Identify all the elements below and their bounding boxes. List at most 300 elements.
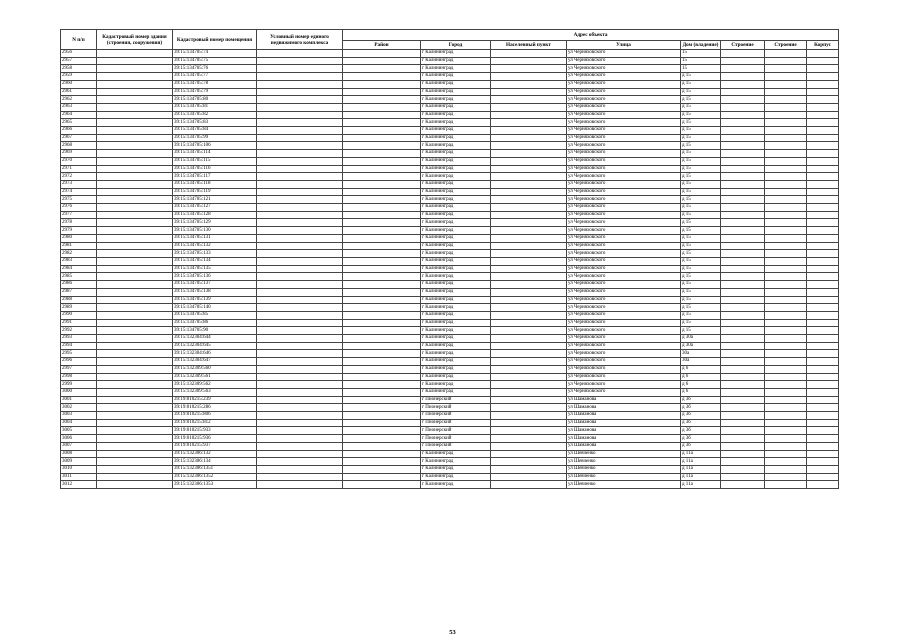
corpus-cell: [721, 65, 765, 73]
district-cell: [343, 273, 421, 281]
city-cell: г Калининград: [421, 481, 491, 489]
corpus-cell: [721, 180, 765, 188]
city-cell: г Калининград: [421, 381, 491, 389]
city-cell: г Калининград: [421, 157, 491, 165]
house-cell: д 15: [681, 257, 721, 265]
complex-number-cell: [257, 173, 343, 181]
building-cell: [765, 342, 807, 350]
street-cell: ул Шевченко: [567, 450, 681, 458]
building-cell: [765, 142, 807, 150]
building-cell: [765, 57, 807, 65]
house-cell: д 3б: [681, 419, 721, 427]
house-cell: д 3б: [681, 442, 721, 450]
house-cell: д 15: [681, 96, 721, 104]
table-row: [61, 288, 839, 296]
complex-number-cell: [257, 57, 343, 65]
complex-number-cell: [257, 396, 343, 404]
complex-number-cell: [257, 350, 343, 358]
building-cell: [765, 465, 807, 473]
row-number-cell: 2976: [61, 204, 97, 212]
house-cell: 30а: [681, 350, 721, 358]
corpus-cell: [721, 427, 765, 435]
room-cadastral-cell: 39:15:132309:561: [173, 373, 257, 381]
city-cell: г Калининград: [421, 388, 491, 396]
corpus-cell: [721, 465, 765, 473]
building-cadastral-cell: [97, 450, 173, 458]
apartment-cell: [807, 373, 839, 381]
corpus-cell: [721, 481, 765, 489]
room-cadastral-cell: 39:15:134705:132: [173, 242, 257, 250]
table-row: [61, 180, 839, 188]
table-row: [61, 350, 839, 358]
building-cadastral-cell: [97, 319, 173, 327]
building-cadastral-cell: [97, 219, 173, 227]
page-number: 53: [449, 629, 456, 636]
building-cell: [765, 96, 807, 104]
table-row: [61, 65, 839, 73]
building-cadastral-cell: [97, 396, 173, 404]
complex-number-cell: [257, 327, 343, 335]
building-cadastral-cell: [97, 419, 173, 427]
city-cell: г Калининград: [421, 234, 491, 242]
building-cadastral-cell: [97, 157, 173, 165]
district-cell: [343, 250, 421, 258]
district-cell: [343, 150, 421, 158]
apartment-cell: [807, 65, 839, 73]
complex-number-cell: [257, 150, 343, 158]
district-cell: [343, 119, 421, 127]
apartment-cell: [807, 219, 839, 227]
table-row: [61, 281, 839, 289]
building-cadastral-cell: [97, 150, 173, 158]
street-cell: ул Шаманова: [567, 427, 681, 435]
corpus-cell: [721, 419, 765, 427]
row-number-cell: 2966: [61, 127, 97, 135]
district-cell: [343, 73, 421, 81]
table-row: [61, 219, 839, 227]
building-cell: [765, 404, 807, 412]
complex-number-cell: [257, 473, 343, 481]
settlement-cell: [491, 188, 567, 196]
building-cadastral-cell: [97, 211, 173, 219]
corpus-cell: [721, 96, 765, 104]
district-cell: [343, 373, 421, 381]
apartment-cell: [807, 465, 839, 473]
header-city: Город: [421, 41, 491, 50]
building-cell: [765, 311, 807, 319]
house-cell: д 11а: [681, 465, 721, 473]
city-cell: г Калининград: [421, 304, 491, 312]
street-cell: ул Черняховского: [567, 88, 681, 96]
room-cadastral-cell: 39:15:132306:132: [173, 450, 257, 458]
settlement-cell: [491, 435, 567, 443]
building-cell: [765, 319, 807, 327]
house-cell: д 6: [681, 388, 721, 396]
complex-number-cell: [257, 465, 343, 473]
apartment-cell: [807, 196, 839, 204]
district-cell: [343, 365, 421, 373]
table-row: [61, 327, 839, 335]
table-row: [61, 142, 839, 150]
house-cell: д 3б: [681, 427, 721, 435]
district-cell: [343, 404, 421, 412]
district-cell: [343, 288, 421, 296]
table-row: [61, 150, 839, 158]
table-row: [61, 335, 839, 343]
building-cadastral-cell: [97, 103, 173, 111]
building-cadastral-cell: [97, 127, 173, 135]
settlement-cell: [491, 288, 567, 296]
building-cell: [765, 119, 807, 127]
corpus-cell: [721, 150, 765, 158]
building-cadastral-cell: [97, 381, 173, 389]
room-cadastral-cell: 39:15:134705:85: [173, 311, 257, 319]
district-cell: [343, 111, 421, 119]
settlement-cell: [491, 311, 567, 319]
building-cell: [765, 335, 807, 343]
city-cell: г Калининград: [421, 227, 491, 235]
street-cell: ул Шаманова: [567, 435, 681, 443]
house-cell: д 15: [681, 142, 721, 150]
table-row: [61, 427, 839, 435]
street-cell: ул Черняховского: [567, 311, 681, 319]
row-number-cell: 2982: [61, 250, 97, 258]
building-cell: [765, 188, 807, 196]
room-cadastral-cell: 39:15:134705:138: [173, 288, 257, 296]
row-number-cell: 2990: [61, 311, 97, 319]
building-cadastral-cell: [97, 242, 173, 250]
street-cell: ул Черняховского: [567, 227, 681, 235]
row-number-cell: 2967: [61, 134, 97, 142]
building-cadastral-cell: [97, 358, 173, 366]
corpus-cell: [721, 365, 765, 373]
building-cadastral-cell: [97, 335, 173, 343]
corpus-cell: [721, 381, 765, 389]
complex-number-cell: [257, 273, 343, 281]
room-cadastral-cell: 39:15:132306:1353: [173, 481, 257, 489]
header-apartment: Корпус: [807, 41, 839, 50]
street-cell: ул Шаманова: [567, 404, 681, 412]
house-cell: д 15: [681, 242, 721, 250]
room-cadastral-cell: 39:15:132309:560: [173, 365, 257, 373]
room-cadastral-cell: 39:15:134705:86: [173, 319, 257, 327]
header-house: Дом (владение): [681, 41, 721, 50]
complex-number-cell: [257, 481, 343, 489]
district-cell: [343, 381, 421, 389]
city-cell: г Калининград: [421, 458, 491, 466]
city-cell: г Калининград: [421, 127, 491, 135]
building-cell: [765, 435, 807, 443]
corpus-cell: [721, 358, 765, 366]
complex-number-cell: [257, 365, 343, 373]
building-cadastral-cell: [97, 388, 173, 396]
row-number-cell: 2984: [61, 265, 97, 273]
building-cadastral-cell: [97, 281, 173, 289]
street-cell: ул Черняховского: [567, 373, 681, 381]
row-number-cell: 2968: [61, 142, 97, 150]
complex-number-cell: [257, 142, 343, 150]
district-cell: [343, 358, 421, 366]
corpus-cell: [721, 296, 765, 304]
house-cell: д 15: [681, 134, 721, 142]
apartment-cell: [807, 435, 839, 443]
complex-number-cell: [257, 419, 343, 427]
city-cell: г Калининград: [421, 50, 491, 58]
city-cell: г Калининград: [421, 196, 491, 204]
complex-number-cell: [257, 335, 343, 343]
corpus-cell: [721, 257, 765, 265]
room-cadastral-cell: 39:15:132309:563: [173, 388, 257, 396]
street-cell: ул Черняховского: [567, 281, 681, 289]
city-cell: г Калининград: [421, 327, 491, 335]
apartment-cell: [807, 180, 839, 188]
street-cell: ул Черняховского: [567, 165, 681, 173]
corpus-cell: [721, 450, 765, 458]
apartment-cell: [807, 80, 839, 88]
district-cell: [343, 173, 421, 181]
building-cadastral-cell: [97, 165, 173, 173]
house-cell: 15: [681, 57, 721, 65]
building-cadastral-cell: [97, 142, 173, 150]
building-cadastral-cell: [97, 304, 173, 312]
street-cell: ул Шевченко: [567, 481, 681, 489]
building-cell: [765, 365, 807, 373]
settlement-cell: [491, 250, 567, 258]
building-cell: [765, 257, 807, 265]
table-row: [61, 50, 839, 58]
house-cell: д 15: [681, 127, 721, 135]
district-cell: [343, 65, 421, 73]
complex-number-cell: [257, 427, 343, 435]
corpus-cell: [721, 119, 765, 127]
room-cadastral-cell: 39:15:132304:647: [173, 358, 257, 366]
district-cell: [343, 219, 421, 227]
settlement-cell: [491, 204, 567, 212]
table-row: [61, 204, 839, 212]
city-cell: г Калининград: [421, 65, 491, 73]
corpus-cell: [721, 173, 765, 181]
corpus-cell: [721, 412, 765, 420]
apartment-cell: [807, 304, 839, 312]
header-complex: Условный номер единого недвижимого комплекса: [257, 30, 343, 50]
city-cell: г Калининград: [421, 465, 491, 473]
table-row: [61, 273, 839, 281]
district-cell: [343, 458, 421, 466]
district-cell: [343, 127, 421, 135]
street-cell: ул Черняховского: [567, 103, 681, 111]
street-cell: ул Черняховского: [567, 234, 681, 242]
room-cadastral-cell: 39:19:010215:812: [173, 419, 257, 427]
settlement-cell: [491, 180, 567, 188]
district-cell: [343, 157, 421, 165]
city-cell: г Калининград: [421, 273, 491, 281]
street-cell: ул Черняховского: [567, 134, 681, 142]
building-cell: [765, 350, 807, 358]
settlement-cell: [491, 80, 567, 88]
row-number-cell: 2991: [61, 319, 97, 327]
city-cell: г Калининград: [421, 281, 491, 289]
building-cell: [765, 373, 807, 381]
complex-number-cell: [257, 188, 343, 196]
table-row: [61, 250, 839, 258]
street-cell: ул Черняховского: [567, 157, 681, 165]
city-cell: г Пионерский: [421, 435, 491, 443]
city-cell: г Калининград: [421, 88, 491, 96]
house-cell: д 6: [681, 365, 721, 373]
house-cell: д 6: [681, 381, 721, 389]
room-cadastral-cell: 39:19:010215:937: [173, 442, 257, 450]
house-cell: д 15: [681, 103, 721, 111]
apartment-cell: [807, 281, 839, 289]
district-cell: [343, 257, 421, 265]
district-cell: [343, 304, 421, 312]
city-cell: г Калининград: [421, 211, 491, 219]
city-cell: г Калининград: [421, 150, 491, 158]
house-cell: д 11а: [681, 450, 721, 458]
room-cadastral-cell: 39:15:134705:114: [173, 150, 257, 158]
building-cell: [765, 396, 807, 404]
room-cadastral-cell: 39:15:134705:77: [173, 73, 257, 81]
room-cadastral-cell: 39:15:134705:90: [173, 327, 257, 335]
corpus-cell: [721, 204, 765, 212]
city-cell: г Калининград: [421, 365, 491, 373]
city-cell: г Пионерский: [421, 396, 491, 404]
district-cell: [343, 296, 421, 304]
row-number-cell: 2964: [61, 111, 97, 119]
row-number-cell: 2962: [61, 96, 97, 104]
house-cell: д 15: [681, 288, 721, 296]
room-cadastral-cell: 39:15:134705:106: [173, 142, 257, 150]
apartment-cell: [807, 427, 839, 435]
settlement-cell: [491, 481, 567, 489]
room-cadastral-cell: 39:15:134705:139: [173, 296, 257, 304]
row-number-cell: 2973: [61, 180, 97, 188]
district-cell: [343, 335, 421, 343]
room-cadastral-cell: 39:15:134705:76: [173, 65, 257, 73]
complex-number-cell: [257, 358, 343, 366]
row-number-cell: 2975: [61, 196, 97, 204]
complex-number-cell: [257, 412, 343, 420]
header-district: Район: [343, 41, 421, 50]
row-number-cell: 2997: [61, 365, 97, 373]
corpus-cell: [721, 265, 765, 273]
row-number-cell: 2977: [61, 211, 97, 219]
complex-number-cell: [257, 65, 343, 73]
house-cell: д 3б: [681, 396, 721, 404]
building-cadastral-cell: [97, 257, 173, 265]
room-cadastral-cell: 39:15:134705:80: [173, 96, 257, 104]
building-cell: [765, 250, 807, 258]
table-row: [61, 296, 839, 304]
corpus-cell: [721, 80, 765, 88]
room-cadastral-cell: 39:15:134705:116: [173, 165, 257, 173]
street-cell: ул Черняховского: [567, 319, 681, 327]
city-cell: г Калининград: [421, 350, 491, 358]
apartment-cell: [807, 342, 839, 350]
house-cell: 15: [681, 65, 721, 73]
table-row: [61, 365, 839, 373]
table-row: [61, 473, 839, 481]
apartment-cell: [807, 173, 839, 181]
corpus-cell: [721, 57, 765, 65]
building-cell: [765, 103, 807, 111]
table-row: [61, 465, 839, 473]
building-cell: [765, 134, 807, 142]
corpus-cell: [721, 196, 765, 204]
settlement-cell: [491, 50, 567, 58]
header-settlement: Населенный пункт: [491, 41, 567, 50]
house-cell: д 15: [681, 111, 721, 119]
house-cell: д 3б: [681, 412, 721, 420]
row-number-cell: 3007: [61, 442, 97, 450]
table-row: [61, 173, 839, 181]
corpus-cell: [721, 342, 765, 350]
apartment-cell: [807, 404, 839, 412]
table-row: [61, 211, 839, 219]
corpus-cell: [721, 142, 765, 150]
complex-number-cell: [257, 127, 343, 135]
table-row: [61, 73, 839, 81]
complex-number-cell: [257, 442, 343, 450]
row-number-cell: 3001: [61, 396, 97, 404]
district-cell: [343, 465, 421, 473]
city-cell: г Калининград: [421, 165, 491, 173]
table-row: [61, 442, 839, 450]
building-cell: [765, 227, 807, 235]
table-row: [61, 242, 839, 250]
building-cadastral-cell: [97, 80, 173, 88]
corpus-cell: [721, 288, 765, 296]
building-cadastral-cell: [97, 350, 173, 358]
complex-number-cell: [257, 319, 343, 327]
apartment-cell: [807, 273, 839, 281]
district-cell: [343, 96, 421, 104]
building-cell: [765, 127, 807, 135]
header-cad-building: Кадастровый номер здания (строения, сооружения): [97, 30, 173, 50]
building-cadastral-cell: [97, 481, 173, 489]
city-cell: г Калининград: [421, 96, 491, 104]
settlement-cell: [491, 96, 567, 104]
settlement-cell: [491, 373, 567, 381]
complex-number-cell: [257, 373, 343, 381]
apartment-cell: [807, 165, 839, 173]
building-cadastral-cell: [97, 173, 173, 181]
district-cell: [343, 427, 421, 435]
apartment-cell: [807, 412, 839, 420]
room-cadastral-cell: 39:15:134705:121: [173, 196, 257, 204]
settlement-cell: [491, 211, 567, 219]
table-row: [61, 319, 839, 327]
apartment-cell: [807, 442, 839, 450]
table-row: [61, 265, 839, 273]
street-cell: ул Черняховского: [567, 219, 681, 227]
district-cell: [343, 435, 421, 443]
corpus-cell: [721, 458, 765, 466]
district-cell: [343, 103, 421, 111]
complex-number-cell: [257, 265, 343, 273]
complex-number-cell: [257, 111, 343, 119]
room-cadastral-cell: 39:15:134705:131: [173, 234, 257, 242]
room-cadastral-cell: 39:15:132304:644: [173, 335, 257, 343]
city-cell: г Калининград: [421, 242, 491, 250]
house-cell: д 15: [681, 165, 721, 173]
row-number-cell: 2998: [61, 373, 97, 381]
house-cell: д 15: [681, 250, 721, 258]
complex-number-cell: [257, 250, 343, 258]
room-cadastral-cell: 39:15:132306:1352: [173, 473, 257, 481]
street-cell: ул Черняховского: [567, 358, 681, 366]
apartment-cell: [807, 458, 839, 466]
